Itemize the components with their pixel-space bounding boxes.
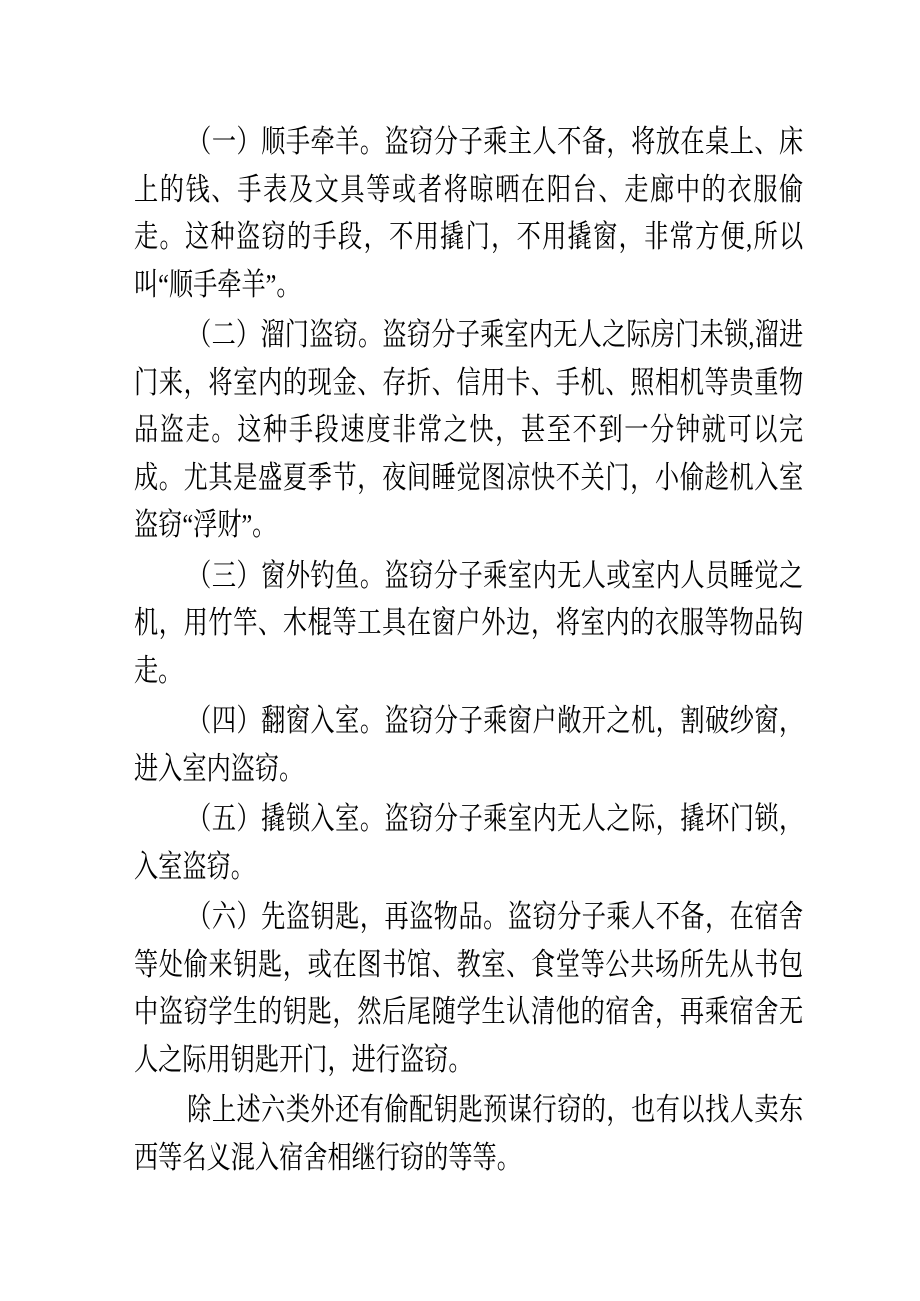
paragraph-theft-type-5: （五）撬锁入室。盗窃分子乘室内无人之际，撬坏门锁，入室盗窃。 bbox=[134, 801, 804, 884]
paragraph-theft-type-1: （一）顺手牵羊。盗窃分子乘主人不备，将放在桌上、床上的钱、手表及文具等或者将晾晒在阳台、走廊中的衣服偷走。这种盗窃的手段，不用撬门，不用撬窗，非常方便,所以叫“顺手牵羊”。 bbox=[134, 124, 804, 302]
paragraph-theft-type-6: （六）先盗钥匙，再盗物品。盗窃分子乘人不备，在宿舍等处偷来钥匙，或在图书馆、教室、食堂等公共场所先从书包中盗窃学生的钥匙，然后尾随学生认清他的宿舍，再乘宿舍无人之际用钥匙开门，进行盗窃。 bbox=[134, 899, 804, 1077]
document-text-block bbox=[134, 118, 803, 1184]
paragraph-theft-type-3: （三）窗外钓鱼。盗窃分子乘室内无人或室内人员睡觉之机，用竹竿、木棍等工具在窗户外边，将室内的衣服等物品钩走。 bbox=[134, 557, 804, 688]
paragraph-theft-type-4: （四）翻窗入室。盗窃分子乘窗户敞开之机，割破纱窗，进入室内盗窃。 bbox=[134, 703, 804, 786]
paragraph-closing-note: 除上述六类外还有偷配钥匙预谋行窃的，也有以找人卖东西等名义混入宿舍相继行窃的等等。 bbox=[134, 1092, 804, 1175]
paragraph-theft-type-2: （二）溜门盗窃。盗窃分子乘室内无人之际房门未锁,溜进门来，将室内的现金、存折、信用卡、手机、照相机等贵重物品盗走。这种手段速度非常之快，甚至不到一分钟就可以完成。尤其是盛夏季节，夜间睡觉图凉快不关门，小偷趁机入室盗窃“浮财”。 bbox=[134, 317, 804, 542]
